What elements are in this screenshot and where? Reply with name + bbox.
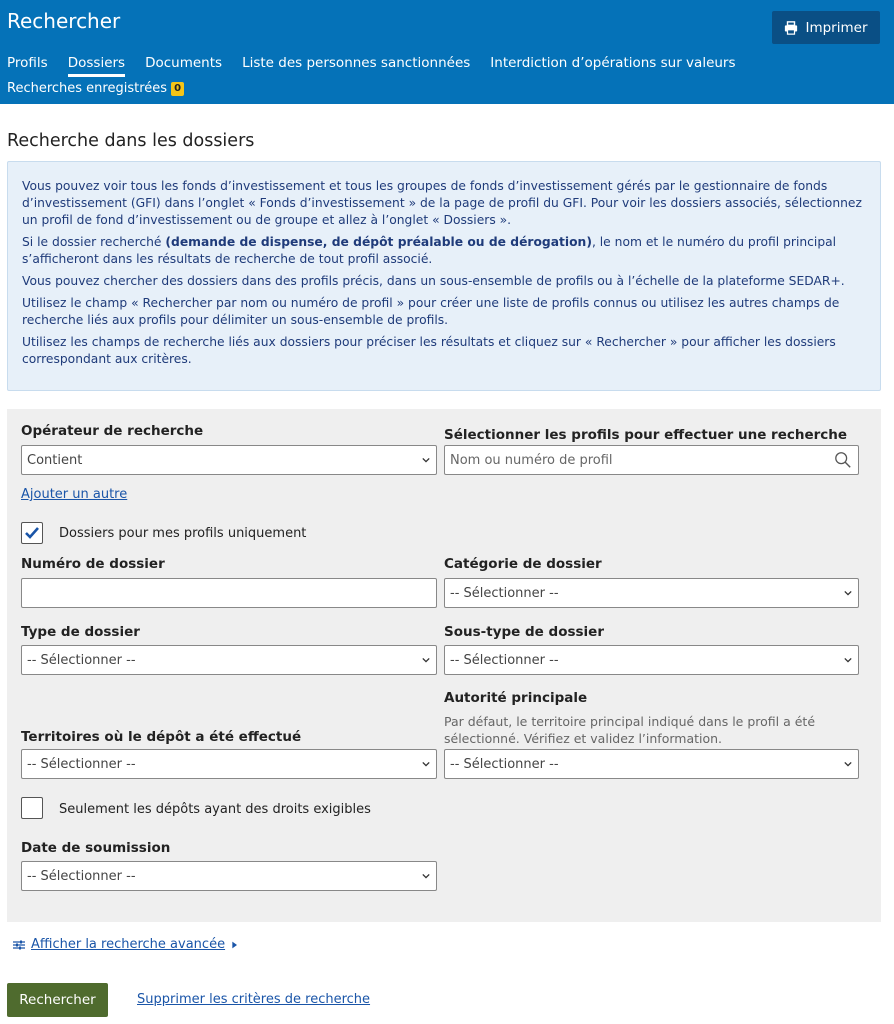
sliders-icon: [13, 939, 25, 951]
file-type-value: -- Sélectionner --: [27, 652, 136, 668]
saved-searches-count-badge: 0: [171, 82, 184, 96]
file-category-label: Catégorie de dossier: [444, 556, 602, 572]
operator-label: Opérateur de recherche: [21, 423, 204, 439]
profile-search-placeholder: Nom ou numéro de profil: [450, 452, 613, 468]
territories-value: -- Sélectionner --: [27, 756, 136, 772]
info-p2-text-after: , le nom et le numéro du profil principal s’afficheront dans les résultats de recherche de tout profil associé.: [22, 235, 837, 266]
tab-saved-searches[interactable]: [7, 81, 184, 96]
submission-date-label: Date de soumission: [21, 840, 171, 856]
file-type-select[interactable]: [21, 645, 437, 675]
info-paragraph-5: Utilisez les champs de recherche liés aux dossiers pour préciser les résultats et cliquez sur « Rechercher » pour afficher les dossiers correspondant aux critères.: [22, 335, 836, 366]
operator-value: Contient: [27, 452, 83, 468]
chevron-down-icon: [422, 656, 430, 664]
advanced-search-toggle[interactable]: [13, 937, 239, 952]
info-paragraph-1: Vous pouvez voir tous les fonds d’investissement et tous les groupes de fonds d’investissement gérés par le gestionnaire de fonds d’investissement (GFI) dans l’onglet « Fonds d’investissement » de la page de profil du GFI. Pour voir les dossiers associés, sélectionnez un profil de fond d’investissement ou de groupe et allez à l’onglet « Dossiers ».: [22, 179, 862, 227]
submission-date-value: -- Sélectionner --: [27, 868, 136, 884]
profile-search-input[interactable]: [444, 445, 859, 475]
printer-icon: [784, 21, 798, 35]
header-title: Rechercher: [7, 9, 121, 33]
fees-checkbox[interactable]: [21, 797, 43, 819]
info-paragraph-2: [22, 234, 866, 268]
file-subtype-select[interactable]: [444, 645, 859, 675]
tab-profils[interactable]: Profils: [7, 55, 48, 71]
search-button[interactable]: Rechercher: [7, 983, 108, 1017]
info-paragraph-3: Vous pouvez chercher des dossiers dans des profils précis, dans un sous-ensemble de profils ou à l’échelle de la plateforme SEDAR+.: [22, 274, 845, 288]
file-number-input[interactable]: [21, 578, 437, 608]
territories-select[interactable]: [21, 749, 437, 779]
add-another-link[interactable]: Ajouter un autre: [21, 487, 128, 502]
chevron-down-icon: [422, 872, 430, 880]
profiles-label: Sélectionner les profils pour effectuer une recherche: [444, 427, 848, 443]
saved-searches-label: Recherches enregistrées: [7, 81, 168, 96]
caret-right-icon: [231, 940, 239, 950]
page-title: Recherche dans les dossiers: [7, 131, 255, 151]
checkmark-icon: [24, 525, 40, 541]
chevron-down-icon: [422, 760, 430, 768]
file-type-label: Type de dossier: [21, 624, 140, 640]
chevron-down-icon: [844, 760, 852, 768]
search-tabs: [7, 55, 756, 75]
advanced-search-label: Afficher la recherche avancée: [31, 937, 226, 952]
info-box: [7, 161, 881, 391]
file-subtype-label: Sous-type de dossier: [444, 624, 604, 640]
tab-trading-ban[interactable]: Interdiction d’opérations sur valeurs: [490, 55, 736, 71]
territories-label: Territoires où le dépôt a été effectué: [21, 729, 302, 745]
fees-label: Seulement les dépôts ayant des droits exigibles: [59, 802, 371, 817]
principal-authority-hint: Par défaut, le territoire principal indiqué dans le profil a été sélectionné. Vérifiez et validez l’information.: [444, 714, 816, 746]
print-label: Imprimer: [805, 19, 868, 36]
principal-authority-value: -- Sélectionner --: [450, 756, 559, 772]
principal-authority-select[interactable]: [444, 749, 859, 779]
search-icon[interactable]: [834, 451, 852, 469]
my-profiles-checkbox[interactable]: [21, 522, 43, 544]
tab-documents[interactable]: Documents: [145, 55, 223, 71]
chevron-down-icon: [422, 456, 430, 464]
info-p2-bold: (demande de dispense, de dépôt préalable ou de dérogation): [165, 235, 592, 249]
print-button[interactable]: [772, 11, 880, 44]
file-category-value: -- Sélectionner --: [450, 585, 559, 601]
page-header: [0, 0, 894, 104]
info-paragraph-4: Utilisez le champ « Rechercher par nom ou numéro de profil » pour créer une liste de profils connus ou utilisez les autres champs de recherche liés aux profils pour délimiter un sous-ensemble de profils.: [22, 296, 840, 327]
principal-authority-label: Autorité principale: [444, 690, 588, 706]
tab-dossiers[interactable]: Dossiers: [68, 55, 125, 75]
chevron-down-icon: [844, 589, 852, 597]
file-subtype-value: -- Sélectionner --: [450, 652, 559, 668]
my-profiles-label: Dossiers pour mes profils uniquement: [59, 526, 307, 541]
file-number-label: Numéro de dossier: [21, 556, 165, 572]
info-p2-text: Si le dossier recherché: [22, 235, 166, 249]
submission-date-select[interactable]: [21, 861, 437, 891]
chevron-down-icon: [844, 656, 852, 664]
tab-sanctioned-persons[interactable]: Liste des personnes sanctionnées: [242, 55, 471, 71]
file-category-select[interactable]: [444, 578, 859, 608]
operator-select[interactable]: [21, 445, 437, 475]
clear-criteria-link[interactable]: Supprimer les critères de recherche: [137, 992, 371, 1007]
